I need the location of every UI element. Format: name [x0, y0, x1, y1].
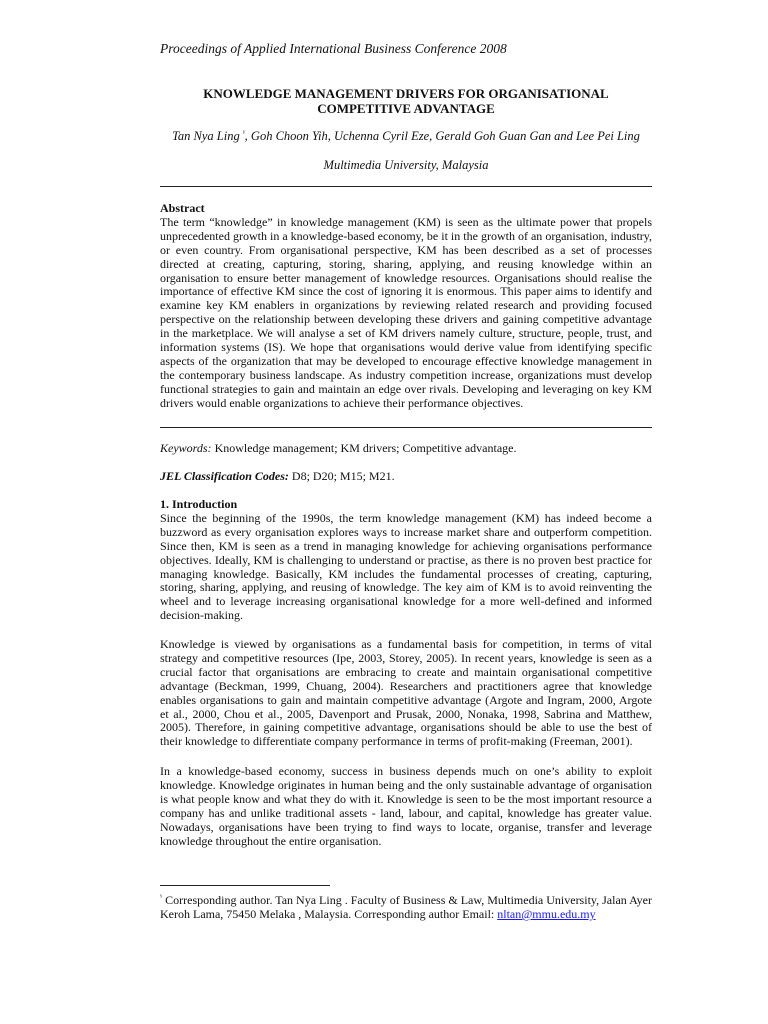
footnote	[160, 893, 652, 921]
abstract-text: The term “knowledge” in knowledge management (KM) is seen as the ultimate power that propels unprecedented growth in a knowledge-based economy, be it in the growth of an organisation, industry, or even country. From organisational perspective, KM has been described as a set of processes directed at creating, capturing, storing, sharing, applying, and reusing knowledge within an organisation to ensure better management of knowledge resources. Organisations should realise the importance of effective KM since the cost of ignoring it is enormous. This paper aims to identify and examine key KM enablers in organizations by reviewing related research and providing focused perspective on the relationship between developing these drivers and gaining competitive advantage in the marketplace. We will analyse a set of KM drivers namely culture, structure, people, trust, and information systems (IS). We hope that organisations would derive value from identifying specific aspects of the organization that may be developed to encourage effective knowledge management in the contemporary business landscape. As industry competition increase, organizations must develop functional strategies to gain and maintain an edge over rivals. Developing and leveraging on key KM drivers would enable organizations to achieve their performance objectives.	[160, 214, 652, 410]
introduction-paragraph-3: In a knowledge-based economy, success in business depends much on one’s ability to exploit knowledge. Knowledge originates in human being and the only sustainable advantage of organisation is what people know and what they do with it. Knowledge is seen to be the most important resource a company has and unlike traditional assets - land, labour, and capital, knowledge has greater value. Nowadays, organisations have been trying to find ways to locate, organise, transfer and leverage knowledge throughout the entire organisation.	[160, 764, 652, 848]
abstract-top-rule	[160, 186, 652, 187]
jel-label: JEL Classification Codes:	[160, 469, 289, 483]
corresponding-email-link[interactable]: nltan@mmu.edu.my	[497, 907, 596, 921]
jel-codes-line	[160, 470, 652, 484]
footnote-rule	[160, 885, 330, 886]
introduction-paragraph-1: Since the beginning of the 1990s, the term knowledge management (KM) has indeed become a buzzword as every organisation explores ways to increase market share and outperform competition. Since then, KM is seen as a trend in managing knowledge for achieving organisations performance objectives. Ideally, KM is challenging to understand or practise, as there is no proven best practice for managing knowledge. Basically, KM includes the fundamental processes of creating, capturing, storing, sharing, applying, and reusing of knowledge. The key aim of KM is to avoid reinventing the wheel and to leverage increasing organisational knowledge for a more well-defined and informed decision-making.	[160, 510, 652, 623]
jel-text: D8; D20; M15; M21.	[288, 469, 395, 483]
introduction-paragraph-2: Knowledge is viewed by organisations as a fundamental basis for competition, in terms of vital strategy and competitive resources (Ipe, 2003, Storey, 2005). In recent years, knowledge is seen as a crucial factor that organisations are embracing to create and maintain organisational competitive advantage (Beckman, 1999, Chuang, 2004). Researchers and practitioners agree that knowledge enables organisations to gain and maintain competitive advantage (Argote and Ingram, 2000, Argote et al., 2000, Chou et al., 2005, Davenport and Prusak, 2000, Nonaka, 1998, Sabrina and Matthew, 2005). Therefore, in gaining competitive advantage, organisations should be able to use the best of their knowledge to differentiate company performance in terms of profit-making (Freeman, 2001).	[160, 637, 652, 749]
keywords-line	[160, 442, 652, 456]
keywords-label: Keywords:	[160, 441, 212, 455]
co-authors: , Goh Choon Yih, Uchenna Cyril Eze, Gerald Goh Guan Gan and Lee Pei Ling	[244, 129, 640, 143]
affiliation: Multimedia University, Malaysia	[323, 158, 489, 172]
author-list	[160, 129, 652, 144]
footnote-text: Corresponding author. Tan Nya Ling . Faculty of Business & Law, Multimedia University, Jalan Ayer Keroh Lama, 75450 Melaka , Malaysia. Corresponding author Email:	[160, 893, 652, 921]
introduction-section	[160, 498, 652, 623]
abstract-heading: Abstract	[160, 201, 205, 215]
corresponding-author-mark: ᵞ	[242, 127, 245, 137]
keywords-text: Knowledge management; KM drivers; Competitive advantage.	[211, 441, 517, 455]
introduction-heading: 1. Introduction	[160, 497, 238, 511]
abstract-section	[160, 202, 652, 411]
lead-author: Tan Nya Ling	[172, 129, 240, 143]
abstract-bottom-rule	[160, 427, 652, 428]
paper-title: KNOWLEDGE MANAGEMENT DRIVERS FOR ORGANISATIONAL COMPETITIVE ADVANTAGE	[203, 86, 609, 116]
running-head: Proceedings of Applied International Business Conference 2008	[160, 41, 507, 56]
footnote-mark: ᵞ	[160, 892, 163, 901]
